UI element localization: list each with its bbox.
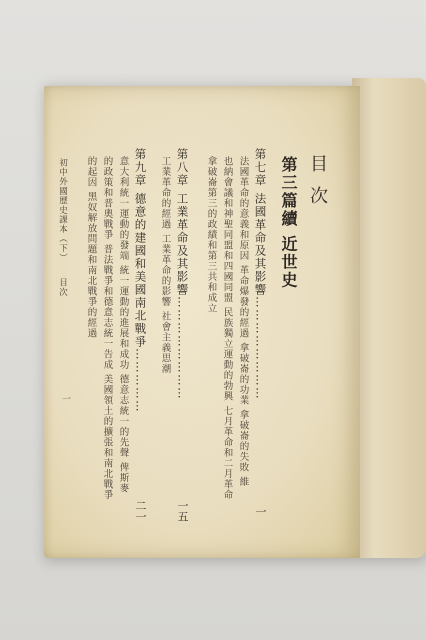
chapter-7-title: 第七章 法國革命及其影響…………………… bbox=[253, 148, 268, 401]
chapter-9-entry-2: 的政策和普奧戰爭 普法戰爭和德意志統一告成 美國領土的擴張和南北戰爭 bbox=[101, 156, 113, 501]
chapter-7-entry-1: 法國革命的意義和原因 革命爆發的經過 拿破崙的功業 拿破崙的失敗 維 bbox=[237, 156, 249, 488]
chapter-8-page: 一五 bbox=[176, 500, 189, 522]
part-title: 第三篇續 近世史 bbox=[279, 156, 298, 290]
toc-heading: 目次 bbox=[307, 154, 328, 218]
section-footer: 目次 bbox=[57, 278, 68, 297]
chapter-8-entry-1: 工業革命的經過 工業革命的影響 社會主義思潮 bbox=[159, 156, 171, 375]
chapter-8-title: 第八章 工業革命及其影響…………………… bbox=[175, 148, 190, 401]
book-title-footer: 初中外國歷史課本（下） bbox=[57, 158, 68, 263]
facing-page-edge bbox=[352, 78, 426, 558]
chapter-7-entry-2: 也納會議和神聖同盟和四國同盟 民族獨立運動的勃興 七月革命和二月革命 bbox=[221, 156, 233, 501]
book-page bbox=[44, 86, 360, 558]
chapter-9-title: 第九章 德意的建國和美國南北戰爭…………… bbox=[133, 148, 148, 414]
chapter-9-entry-1: 意大利統一運動的發端 統一運動的進展和成功 德意志統一的先聲 俾斯麥 bbox=[117, 156, 129, 494]
chapter-7-entry-3: 拿破崙第三的政績和第三共和成立 bbox=[205, 156, 217, 314]
chapter-9-entry-3: 的起因 黑奴解放問題和南北戰爭的經過 bbox=[85, 156, 97, 339]
chapter-9-page: 二一 bbox=[134, 500, 147, 522]
chapter-7-page: 一 bbox=[254, 506, 267, 517]
page-mark: 一 bbox=[60, 394, 70, 403]
